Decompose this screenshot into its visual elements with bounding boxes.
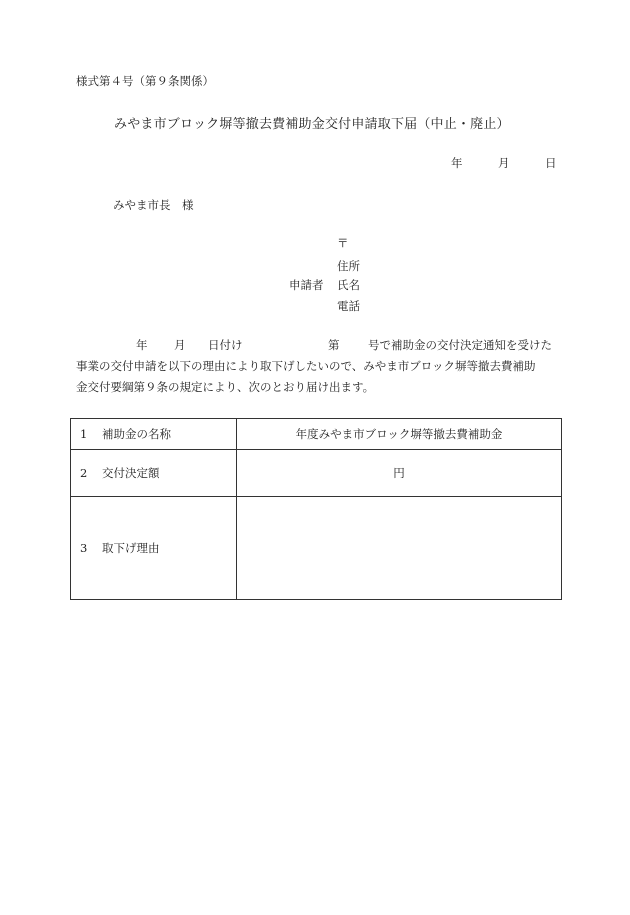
row-label: 取下げ理由	[102, 541, 160, 555]
body-line1-tail: 号で補助金の交付決定通知を受けた	[368, 338, 552, 352]
addressee: みやま市長 様	[113, 198, 194, 212]
phone-label: 電話	[337, 299, 360, 313]
row-number: 1	[80, 427, 88, 441]
address-label: 住所	[337, 259, 360, 273]
body-dated-label: 日付け	[208, 338, 243, 352]
table-label-cell	[71, 450, 237, 497]
subsidy-name-cell[interactable]: 年度みやま市ブロック塀等撤去費補助金	[237, 419, 562, 450]
date-year-label: 年	[451, 156, 463, 170]
table-row	[71, 497, 562, 600]
body-year-label: 年	[136, 338, 148, 352]
grant-amount-cell[interactable]: 円	[237, 450, 562, 497]
table-row	[71, 450, 562, 497]
date-month-label: 月	[498, 156, 510, 170]
body-month-label: 月	[174, 338, 186, 352]
row-number: 2	[80, 466, 88, 480]
withdrawal-reason-cell[interactable]	[237, 497, 562, 600]
body-line-2: 事業の交付申請を以下の理由により取下げしたいので、みやま市ブロック塀等撤去費補助	[76, 359, 536, 373]
applicant-label: 申請者	[289, 278, 324, 292]
table-label-cell	[71, 497, 237, 600]
body-line-3: 金交付要綱第９条の規定により、次のとおり届け出ます。	[76, 380, 375, 394]
form-number: 様式第４号（第９条関係）	[76, 74, 214, 88]
name-label: 氏名	[337, 278, 360, 292]
row-label: 補助金の名称	[102, 427, 171, 441]
date-day-label: 日	[545, 156, 557, 170]
details-table	[70, 418, 562, 600]
document-title: みやま市ブロック塀等撤去費補助金交付申請取下届（中止・廃止）	[114, 117, 510, 132]
postal-mark: 〒	[337, 236, 349, 250]
table-row	[71, 419, 562, 450]
body-number-prefix: 第	[328, 338, 340, 352]
row-number: 3	[80, 541, 88, 555]
row-label: 交付決定額	[102, 466, 160, 480]
table-label-cell	[71, 419, 237, 450]
